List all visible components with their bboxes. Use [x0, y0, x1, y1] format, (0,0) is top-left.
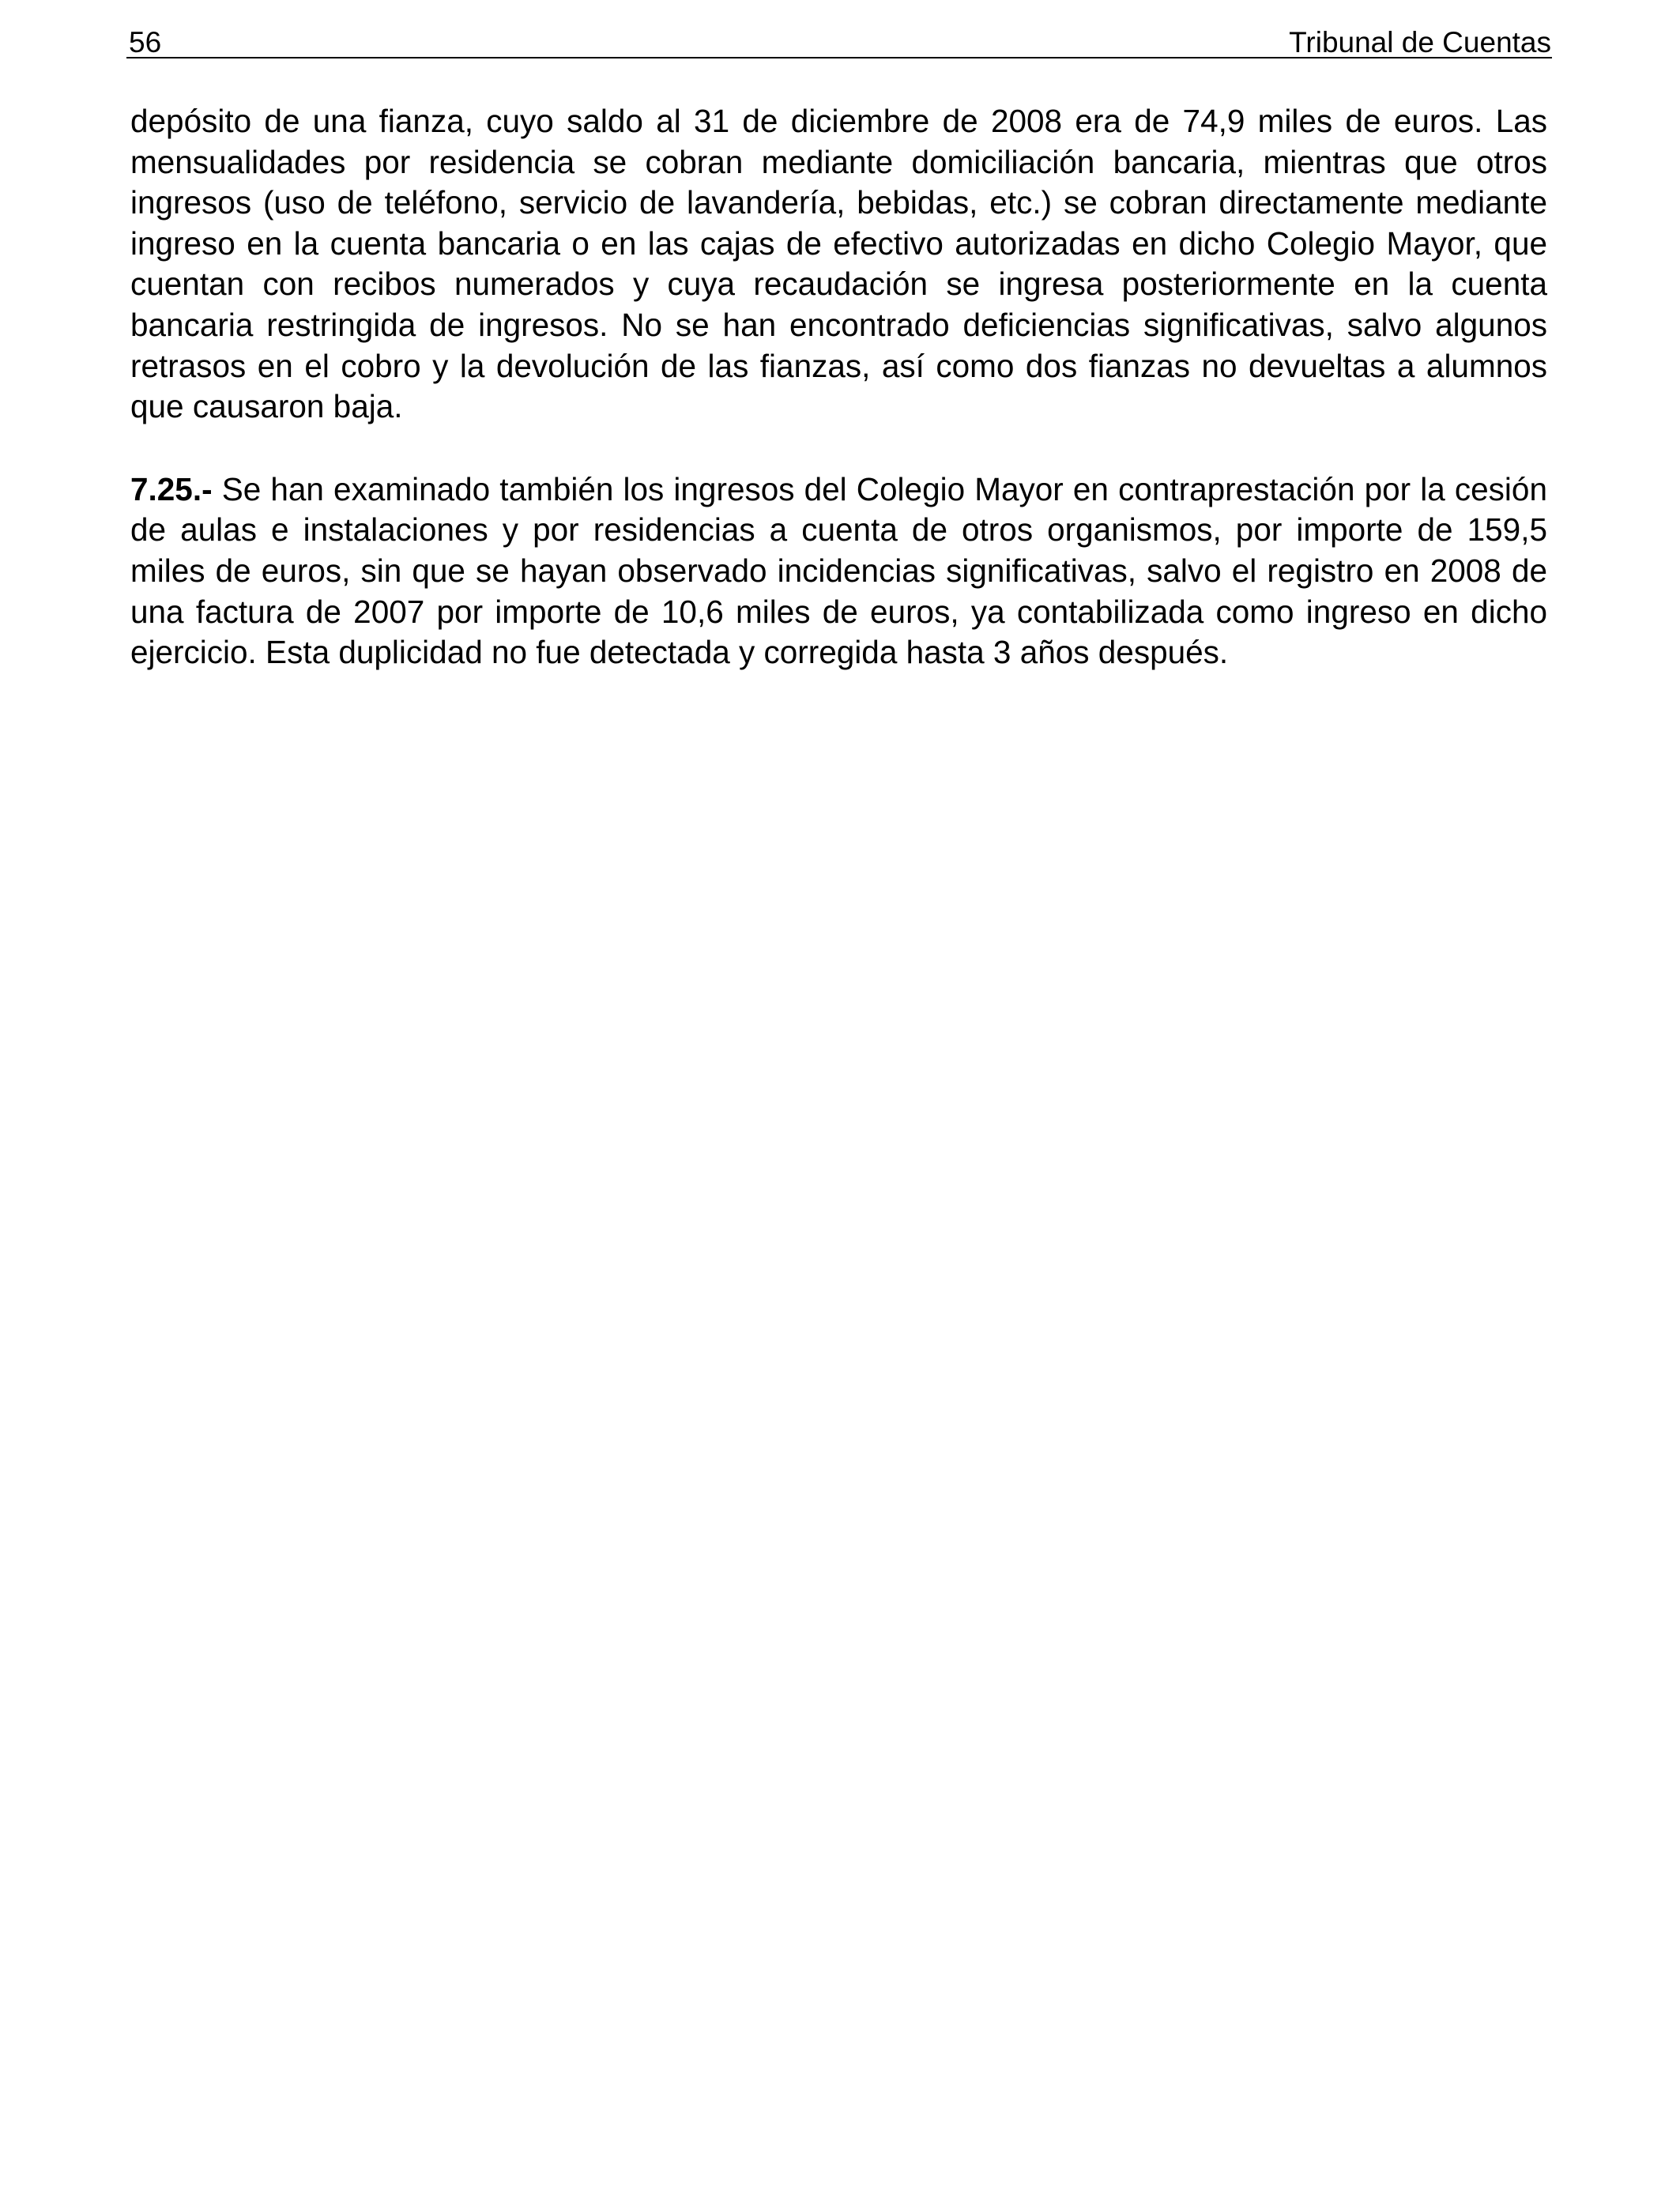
paragraph-number: 7.25.-	[130, 470, 213, 507]
paragraph-text: depósito de una fianza, cuyo saldo al 31 de diciembre de 2008 era de 74,9 miles de euros. Las mensualidades por residencia se cobran mediante domiciliación bancaria, mientras que otros ingresos (uso de teléfono, servicio de lavandería, bebidas, etc.) se cobran directamente mediante ingreso en la cuenta bancaria o en las cajas de efectivo autorizadas en dicho Colegio Mayor, que cuentan con recibos numerados y cuya recaudación se ingresa posteriormente en la cuenta bancaria restringida de ingresos. No se han encontrado deficiencias significativas, salvo algunos retrasos en el cobro y la devolución de las fianzas, así como dos fianzas no devueltas a alumnos que causaron baja.	[130, 103, 1547, 425]
running-header	[129, 16, 1551, 60]
page-number: 56	[129, 26, 162, 58]
paragraph-continuation	[130, 101, 1547, 428]
paragraph-7-25	[130, 469, 1547, 673]
paragraph-text: Se han examinado también los ingresos del Colegio Mayor en contraprestación por la cesión de aulas e instalaciones y por residencias a cuenta de otros organismos, por importe de 159,5 miles de euros, sin que se hayan observado incidencias significativas, salvo el registro en 2008 de una factura de 2007 por importe de 10,6 miles de euros, ya contabilizada como ingreso en dicho ejercicio. Esta duplicidad no fue detectada y corregida hasta 3 años después.	[130, 470, 1547, 671]
header-rule	[126, 57, 1552, 58]
publication-name: Tribunal de Cuentas	[1289, 26, 1551, 58]
body-text	[130, 101, 1547, 673]
